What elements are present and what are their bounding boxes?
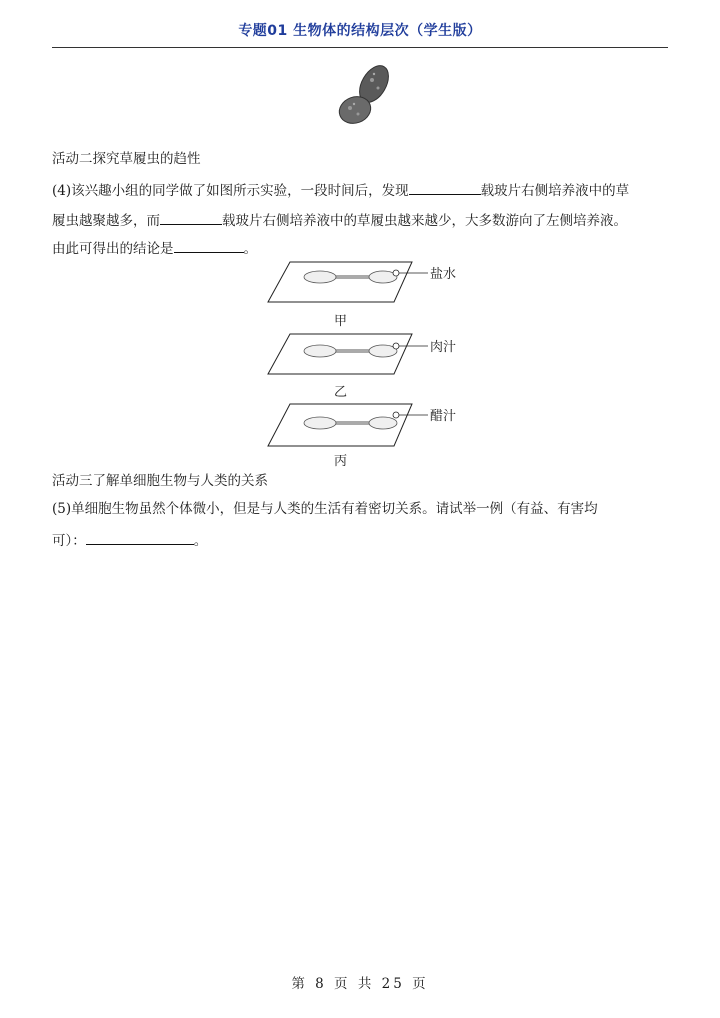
question4-line3 [52,238,257,258]
answer-blank-1[interactable] [409,180,481,195]
q4-text-2b: 载玻片右侧培养液中的草履虫越来越少，大多数游向了左侧培养液。 [222,213,627,229]
answer-blank-4[interactable] [86,530,194,545]
q4-text-1a: (4)该兴趣小组的同学做了如图所示实验，一段时间后，发现 [52,183,409,199]
page-number-footer: 第 8 页 共 25 页 [291,976,429,992]
slide-name-3: 丙 [334,454,348,469]
slide-jia [268,262,428,302]
q5-text-2a: 可）： [52,533,86,549]
q4-text-2a: 履虫越聚越多，而 [52,213,160,229]
liquid-label-3: 醋汁 [430,409,457,424]
slide-name-1: 甲 [334,314,348,329]
answer-blank-3[interactable] [174,238,244,253]
liquid-label-1: 盐水 [430,267,457,282]
question4-line2 [52,210,627,230]
liquid-label-2: 肉汁 [430,340,457,355]
q4-text-3a: 由此可得出的结论是 [52,241,174,257]
slide-yi [268,334,428,374]
q5-text-2b: 。 [193,533,208,549]
answer-blank-2[interactable] [160,210,222,225]
question5-line1: (5)单细胞生物虽然个体微小，但是与人类的生活有着密切关系。请试举一例（有益、有害均 [52,501,598,517]
slide-bing [268,404,428,446]
paramecium-image [328,60,400,134]
activity2-heading: 活动二探究草履虫的趋性 [52,151,201,167]
question4-line1 [52,180,629,200]
q4-text-3b: 。 [243,241,257,257]
activity3-heading: 活动三了解单细胞生物与人类的关系 [52,473,268,489]
question5-line2 [52,530,207,550]
experiment-diagram [262,252,472,468]
slide-name-2: 乙 [334,385,348,400]
q4-text-1b: 载玻片右侧培养液中的草 [480,183,630,199]
header-divider [52,47,668,48]
page-header-title: 专题01 生物体的结构层次（学生版） [238,23,482,39]
